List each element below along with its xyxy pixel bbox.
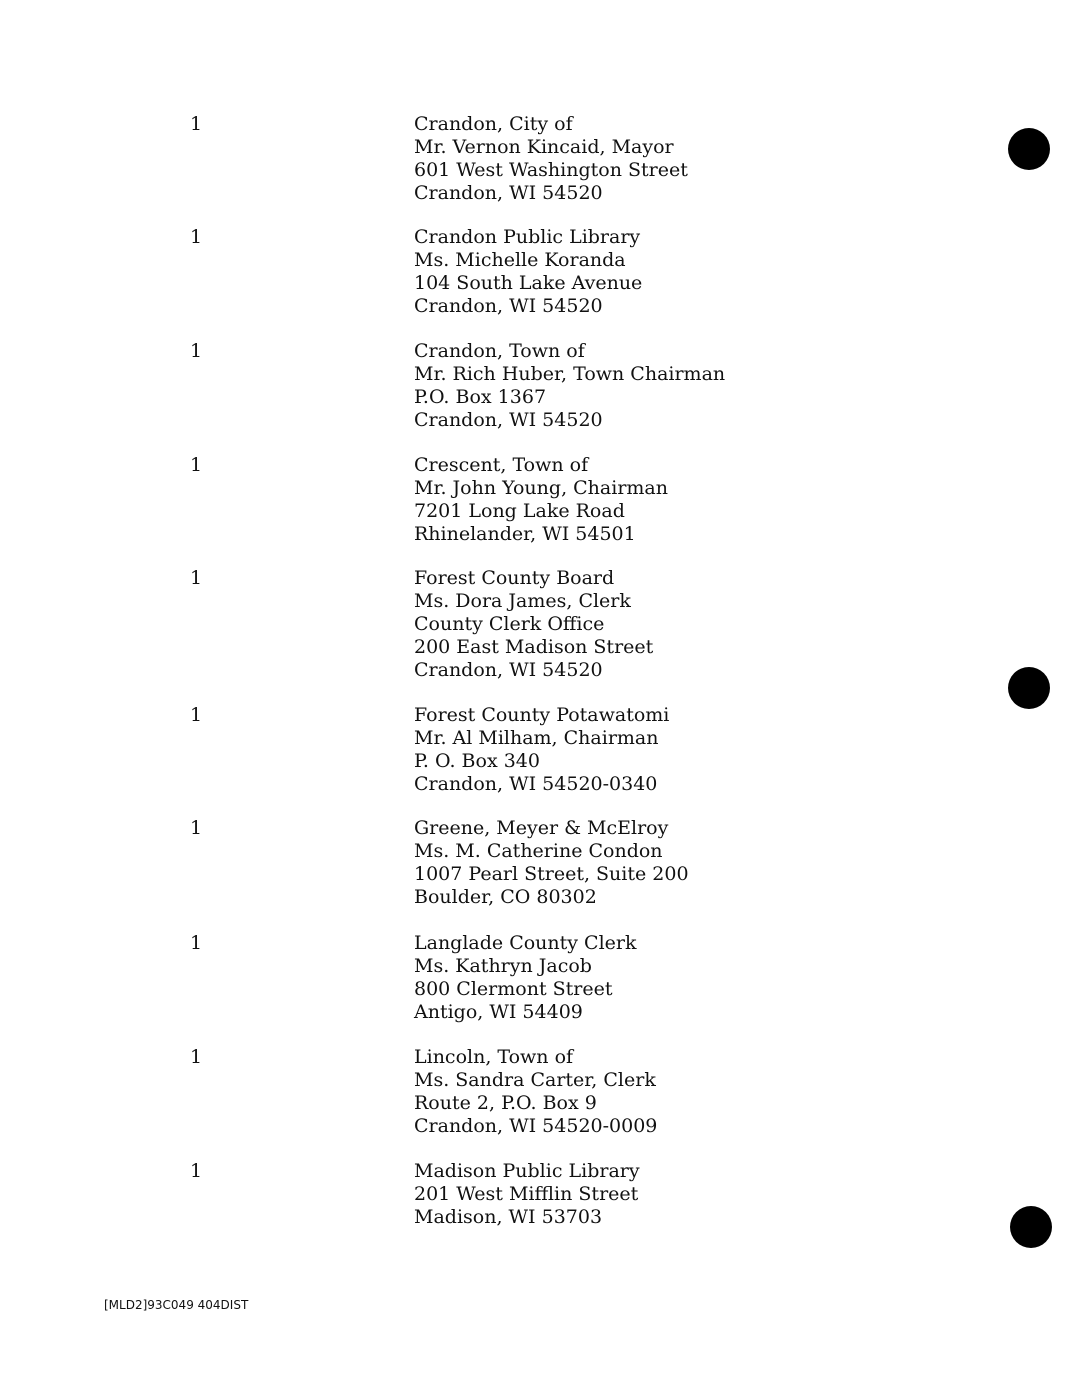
street-address: 1007 Pearl Street, Suite 200 xyxy=(414,863,689,885)
punch-hole-top xyxy=(1008,128,1050,170)
contact-name: Ms. Kathryn Jacob xyxy=(414,955,592,977)
organization-name: Forest County Board xyxy=(414,567,615,589)
city-state-zip: Crandon, WI 54520 xyxy=(414,182,603,204)
quantity: 1 xyxy=(190,1046,203,1068)
address-block xyxy=(414,932,637,1024)
city-state-zip: Antigo, WI 54409 xyxy=(414,1001,583,1023)
organization-name: Crescent, Town of xyxy=(414,454,589,476)
address-block xyxy=(414,113,688,205)
quantity: 1 xyxy=(190,704,203,726)
address-block xyxy=(414,567,653,682)
address-block xyxy=(414,226,642,318)
organization-name: Greene, Meyer & McElroy xyxy=(414,817,669,839)
street-address: 601 West Washington Street xyxy=(414,159,688,181)
quantity: 1 xyxy=(190,1160,203,1182)
contact-name: Mr. Al Milham, Chairman xyxy=(414,727,659,749)
contact-name: Ms. M. Catherine Condon xyxy=(414,840,663,862)
quantity: 1 xyxy=(190,340,203,362)
address-block xyxy=(414,1160,640,1229)
address-block xyxy=(414,704,669,796)
organization-name: Langlade County Clerk xyxy=(414,932,637,954)
punch-hole-middle xyxy=(1008,667,1050,709)
address-block xyxy=(414,817,689,909)
address-block xyxy=(414,454,668,546)
city-state-zip: Crandon, WI 54520-0340 xyxy=(414,773,658,795)
contact-name: Ms. Sandra Carter, Clerk xyxy=(414,1069,656,1091)
office-name: County Clerk Office xyxy=(414,613,605,635)
quantity: 1 xyxy=(190,454,203,476)
quantity: 1 xyxy=(190,567,203,589)
contact-name: Mr. Vernon Kincaid, Mayor xyxy=(414,136,674,158)
contact-name: Mr. John Young, Chairman xyxy=(414,477,668,499)
city-state-zip: Crandon, WI 54520 xyxy=(414,295,603,317)
quantity: 1 xyxy=(190,113,203,135)
organization-name: Forest County Potawatomi xyxy=(414,704,670,726)
organization-name: Madison Public Library xyxy=(414,1160,640,1182)
street-address: P. O. Box 340 xyxy=(414,750,540,772)
city-state-zip: Rhinelander, WI 54501 xyxy=(414,523,636,545)
organization-name: Crandon, Town of xyxy=(414,340,585,362)
street-address: 104 South Lake Avenue xyxy=(414,272,643,294)
contact-name: Ms. Dora James, Clerk xyxy=(414,590,631,612)
city-state-zip: Crandon, WI 54520-0009 xyxy=(414,1115,658,1137)
street-address: Route 2, P.O. Box 9 xyxy=(414,1092,597,1114)
street-address: 800 Clermont Street xyxy=(414,978,613,1000)
city-state-zip: Boulder, CO 80302 xyxy=(414,886,597,908)
street-address: 201 West Mifflin Street xyxy=(414,1183,639,1205)
organization-name: Crandon Public Library xyxy=(414,226,641,248)
quantity: 1 xyxy=(190,817,203,839)
city-state-zip: Madison, WI 53703 xyxy=(414,1206,603,1228)
street-address: 7201 Long Lake Road xyxy=(414,500,625,522)
street-address: 200 East Madison Street xyxy=(414,636,654,658)
address-block xyxy=(414,340,725,432)
quantity: 1 xyxy=(190,226,203,248)
organization-name: Crandon, City of xyxy=(414,113,573,135)
organization-name: Lincoln, Town of xyxy=(414,1046,574,1068)
punch-hole-bottom xyxy=(1010,1206,1052,1248)
street-address: P.O. Box 1367 xyxy=(414,386,547,408)
city-state-zip: Crandon, WI 54520 xyxy=(414,659,603,681)
address-block xyxy=(414,1046,657,1138)
contact-name: Mr. Rich Huber, Town Chairman xyxy=(414,363,726,385)
quantity: 1 xyxy=(190,932,203,954)
city-state-zip: Crandon, WI 54520 xyxy=(414,409,603,431)
contact-name: Ms. Michelle Koranda xyxy=(414,249,626,271)
document-code: [MLD2]93C049 404DIST xyxy=(104,1298,249,1312)
